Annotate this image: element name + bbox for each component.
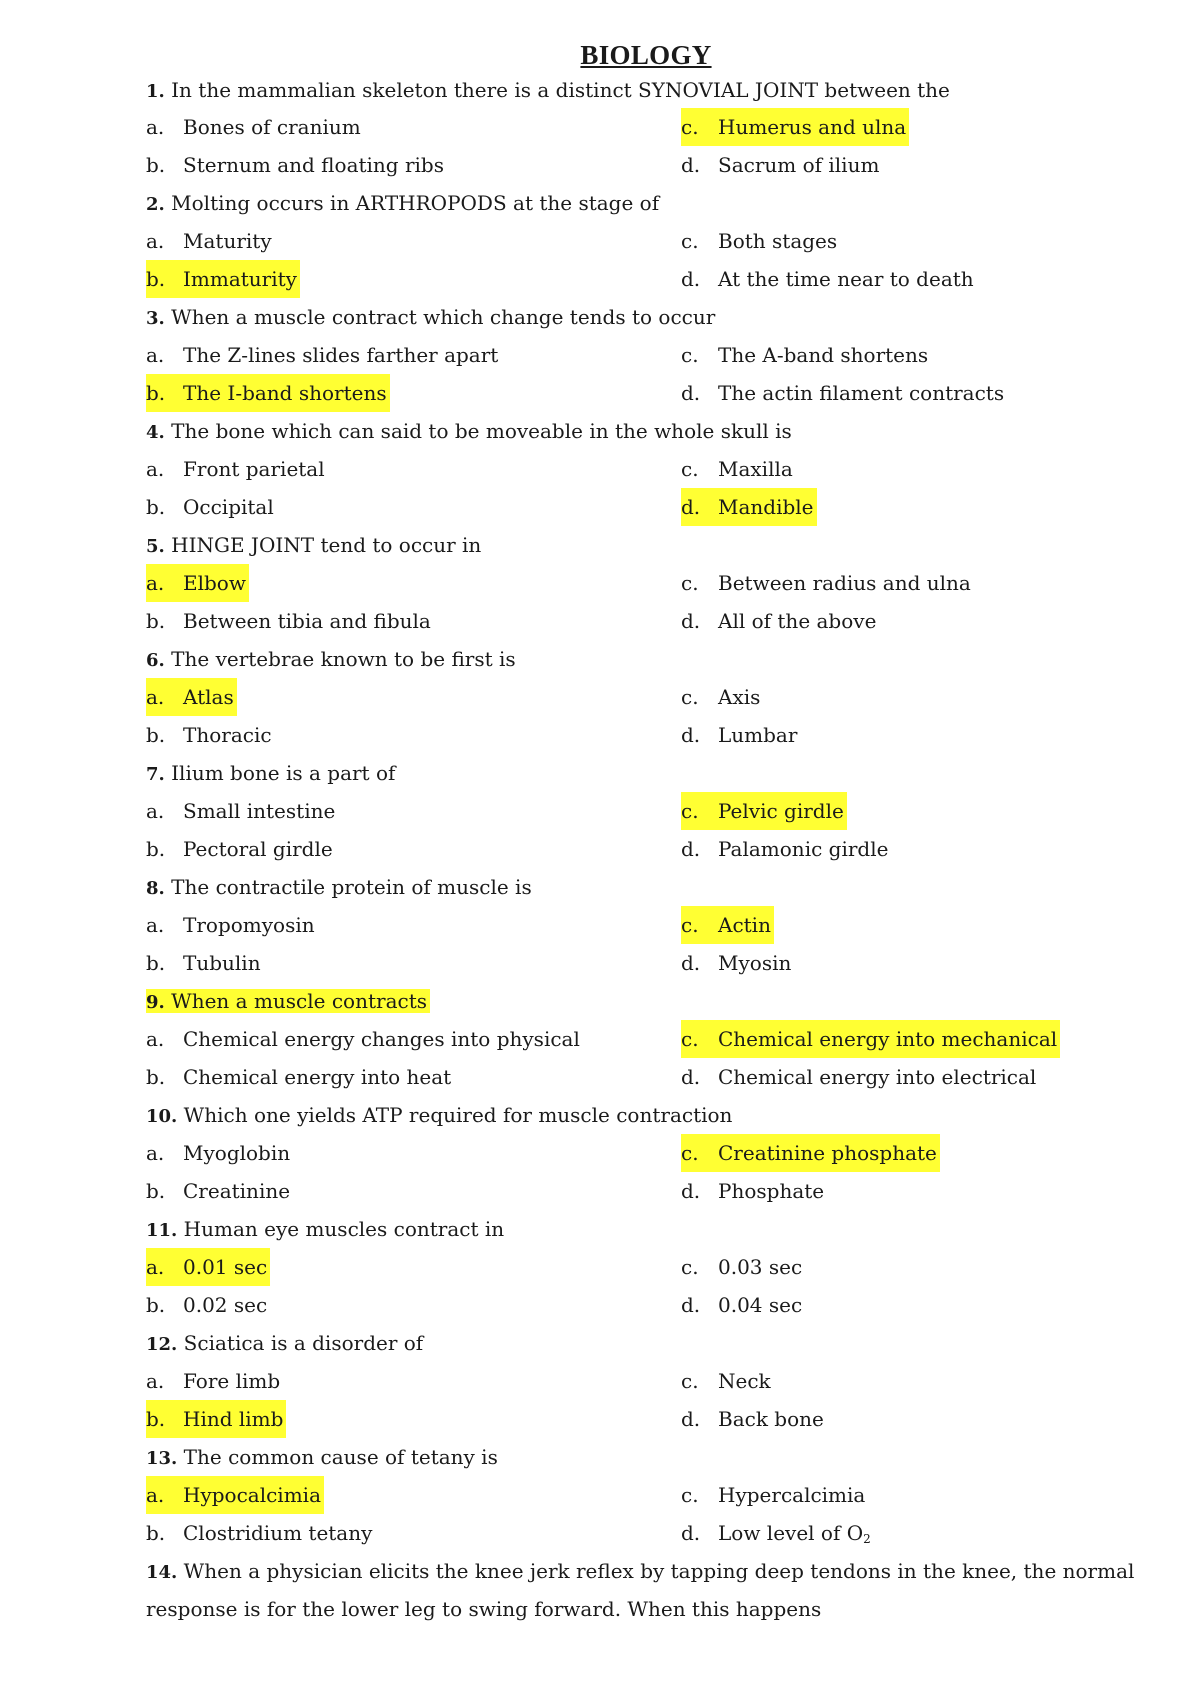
option-row	[146, 450, 1106, 488]
option-row	[146, 260, 1106, 298]
option-row	[146, 906, 1106, 944]
option-letter: d.	[681, 837, 701, 861]
question-line	[146, 982, 1106, 1020]
option-letter: b.	[146, 1065, 166, 1089]
option-d[interactable]	[681, 146, 879, 184]
option-c[interactable]	[681, 1476, 865, 1514]
option-letter: d.	[681, 723, 701, 747]
option-text: Sternum and floating ribs	[183, 153, 444, 177]
option-a[interactable]	[146, 336, 498, 374]
option-d[interactable]	[681, 260, 974, 298]
option-text: All of the above	[718, 609, 877, 633]
option-c[interactable]	[681, 792, 847, 830]
option-b[interactable]	[146, 1514, 372, 1552]
option-c[interactable]	[681, 108, 909, 146]
question-text: HINGE JOINT tend to occur in	[164, 533, 482, 557]
question-number: 12.	[146, 1334, 178, 1355]
question-number: 11.	[146, 1220, 178, 1241]
question-line	[146, 72, 1106, 108]
option-letter: d.	[681, 609, 701, 633]
question-text: When a physician elicits the knee jerk reflex by tapping deep tendons in the knee, the normal	[177, 1559, 1135, 1583]
option-text: Chemical energy changes into physical	[183, 1027, 580, 1051]
option-a[interactable]	[146, 222, 272, 260]
option-row	[146, 1134, 1106, 1172]
option-text: Hypercalcimia	[718, 1483, 866, 1507]
question-text: The bone which can said to be moveable in the whole skull is	[164, 419, 792, 443]
option-letter: d.	[681, 267, 701, 291]
option-text: Axis	[718, 685, 761, 709]
option-text: Both stages	[718, 229, 838, 253]
option-text: The actin filament contracts	[718, 381, 1005, 405]
option-a[interactable]	[146, 1362, 280, 1400]
question-text: Ilium bone is a part of	[164, 761, 396, 785]
question-number: 5.	[146, 536, 165, 557]
option-c[interactable]	[681, 1362, 771, 1400]
option-letter: a.	[146, 115, 165, 139]
question-stem	[146, 533, 481, 557]
question-stem	[146, 989, 430, 1013]
question-number: 9.	[146, 992, 165, 1013]
option-b[interactable]	[146, 830, 333, 868]
question-line	[146, 412, 1106, 450]
option-text: Lumbar	[718, 723, 798, 747]
option-row	[146, 374, 1106, 412]
option-letter: d.	[681, 153, 701, 177]
option-row	[146, 488, 1106, 526]
question-number: 3.	[146, 308, 165, 329]
option-letter: c.	[681, 1027, 699, 1051]
option-row	[146, 336, 1106, 374]
question-stem	[146, 875, 532, 899]
option-text: Small intestine	[183, 799, 336, 823]
option-text: Between tibia and fibula	[183, 609, 431, 633]
option-row	[146, 1400, 1106, 1438]
option-a[interactable]	[146, 1476, 324, 1514]
document-page	[146, 38, 1135, 1628]
question-line	[146, 1096, 1106, 1134]
option-text: Immaturity	[183, 267, 297, 291]
option-letter: a.	[146, 457, 165, 481]
option-text: The I-band shortens	[183, 381, 387, 405]
option-c[interactable]	[681, 1020, 1060, 1058]
option-letter: b.	[146, 267, 166, 291]
option-text: At the time near to death	[718, 267, 974, 291]
question-stem	[146, 305, 715, 329]
option-letter: d.	[681, 1521, 701, 1545]
option-a[interactable]	[146, 906, 315, 944]
option-b[interactable]	[146, 1172, 290, 1210]
option-d[interactable]	[681, 1514, 871, 1552]
question-stem	[146, 419, 792, 443]
option-row	[146, 1362, 1106, 1400]
option-letter: c.	[681, 457, 699, 481]
option-text: Tropomyosin	[183, 913, 315, 937]
option-row	[146, 108, 1106, 146]
question-stem	[146, 761, 395, 785]
option-a[interactable]	[146, 678, 237, 716]
question-number: 7.	[146, 764, 165, 785]
option-b[interactable]	[146, 1058, 451, 1096]
question-line	[146, 1438, 1106, 1476]
question-line	[146, 1324, 1106, 1362]
option-letter: a.	[146, 799, 165, 823]
option-letter: d.	[681, 495, 701, 519]
question-block	[146, 1552, 1135, 1628]
question-number: 13.	[146, 1448, 178, 1469]
option-letter: a.	[146, 1483, 165, 1507]
option-letter: b.	[146, 153, 166, 177]
page-title: BIOLOGY	[580, 40, 712, 70]
option-letter: d.	[681, 1293, 701, 1317]
option-letter: d.	[681, 381, 701, 405]
question-line	[146, 1552, 1135, 1590]
option-text: Mandible	[718, 495, 814, 519]
option-row	[146, 1514, 1106, 1552]
question-stem	[146, 647, 516, 671]
question-number: 10.	[146, 1106, 178, 1127]
option-d[interactable]	[681, 944, 791, 982]
option-letter: a.	[146, 343, 165, 367]
option-text: Thoracic	[183, 723, 272, 747]
option-letter: b.	[146, 1407, 166, 1431]
question-list	[146, 72, 1135, 1628]
option-c[interactable]	[681, 906, 774, 944]
option-row	[146, 944, 1106, 982]
question-text: The vertebrae known to be first is	[164, 647, 516, 671]
option-a[interactable]	[146, 450, 325, 488]
option-letter: a.	[146, 229, 165, 253]
option-c[interactable]	[681, 336, 928, 374]
question-block	[146, 526, 1106, 640]
option-letter: c.	[681, 229, 699, 253]
option-b[interactable]	[146, 602, 431, 640]
question-line	[146, 1210, 1106, 1248]
option-row	[146, 678, 1106, 716]
question-number: 1.	[146, 81, 165, 102]
option-letter: a.	[146, 913, 165, 937]
option-letter: c.	[681, 799, 699, 823]
option-letter: c.	[681, 1255, 699, 1279]
option-d[interactable]	[681, 1058, 1036, 1096]
option-text: Hypocalcimia	[183, 1483, 321, 1507]
option-c[interactable]	[681, 1134, 940, 1172]
question-block	[146, 982, 1106, 1096]
question-line	[146, 298, 1106, 336]
question-stem	[146, 1445, 498, 1469]
question-block	[146, 1210, 1106, 1324]
option-b[interactable]	[146, 1400, 286, 1438]
question-line	[146, 184, 1106, 222]
question-number: 4.	[146, 422, 165, 443]
option-text: Bones of cranium	[183, 115, 361, 139]
option-d[interactable]	[681, 488, 817, 526]
option-a[interactable]	[146, 792, 335, 830]
option-row	[146, 1172, 1106, 1210]
question-block	[146, 72, 1106, 184]
question-line	[146, 868, 1106, 906]
option-d[interactable]	[681, 1286, 802, 1324]
option-text: Maturity	[183, 229, 272, 253]
option-letter: a.	[146, 1369, 165, 1393]
option-letter: a.	[146, 685, 165, 709]
question-text: When a muscle contract which change tends to occur	[164, 305, 716, 329]
option-text: Pectoral girdle	[183, 837, 333, 861]
question-text: Human eye muscles contract in	[177, 1217, 505, 1241]
option-letter: b.	[146, 1293, 166, 1317]
option-row	[146, 830, 1106, 868]
question-stem	[146, 1217, 504, 1241]
question-number: 14.	[146, 1562, 178, 1583]
option-text: The Z-lines slides farther apart	[183, 343, 499, 367]
option-a[interactable]	[146, 1248, 270, 1286]
option-c[interactable]	[681, 678, 760, 716]
option-row	[146, 602, 1106, 640]
option-text: Hind limb	[183, 1407, 284, 1431]
option-d[interactable]	[681, 602, 876, 640]
option-letter: a.	[146, 1255, 165, 1279]
option-text: Front parietal	[183, 457, 325, 481]
option-text: Myosin	[718, 951, 792, 975]
option-letter: b.	[146, 723, 166, 747]
question-stem	[146, 1331, 423, 1355]
option-text: Palamonic girdle	[718, 837, 889, 861]
option-letter: c.	[681, 1369, 699, 1393]
option-letter: c.	[681, 115, 699, 139]
option-letter: c.	[681, 571, 699, 595]
option-d[interactable]	[681, 830, 888, 868]
option-text: Back bone	[718, 1407, 824, 1431]
option-row	[146, 564, 1106, 602]
option-d[interactable]	[681, 1172, 824, 1210]
option-b[interactable]	[146, 374, 390, 412]
option-letter: d.	[681, 1407, 701, 1431]
question-block	[146, 1096, 1106, 1210]
option-text: Low level of O	[718, 1521, 864, 1545]
question-block	[146, 184, 1106, 298]
question-number: 6.	[146, 650, 165, 671]
option-text: Humerus and ulna	[718, 115, 907, 139]
question-text: In the mammalian skeleton there is a distinct SYNOVIAL JOINT between the	[164, 78, 950, 102]
option-letter: b.	[146, 609, 166, 633]
option-letter: b.	[146, 1521, 166, 1545]
option-letter: b.	[146, 381, 166, 405]
option-a[interactable]	[146, 564, 249, 602]
option-text: Fore limb	[183, 1369, 281, 1393]
option-letter: d.	[681, 1065, 701, 1089]
option-d[interactable]	[681, 1400, 824, 1438]
option-row	[146, 1020, 1106, 1058]
option-row	[146, 1476, 1106, 1514]
option-letter: b.	[146, 1179, 166, 1203]
option-b[interactable]	[146, 260, 300, 298]
question-line	[146, 754, 1106, 792]
option-text: Neck	[718, 1369, 771, 1393]
option-a[interactable]	[146, 108, 361, 146]
option-text: Chemical energy into mechanical	[718, 1027, 1058, 1051]
option-row	[146, 146, 1106, 184]
option-text: 0.04 sec	[718, 1293, 803, 1317]
question-block	[146, 754, 1106, 868]
question-text: The common cause of tetany is	[177, 1445, 498, 1469]
option-c[interactable]	[681, 564, 971, 602]
option-letter: c.	[681, 1483, 699, 1507]
question-number: 8.	[146, 878, 165, 899]
question-block	[146, 1324, 1106, 1438]
option-c[interactable]	[681, 450, 793, 488]
question-block	[146, 1438, 1106, 1552]
option-row	[146, 1248, 1106, 1286]
option-b[interactable]	[146, 1286, 267, 1324]
question-text-continued: response is for the lower leg to swing forward. When this happens	[146, 1597, 822, 1621]
option-text: Chemical energy into electrical	[718, 1065, 1037, 1089]
option-a[interactable]	[146, 1020, 580, 1058]
option-letter: c.	[681, 343, 699, 367]
option-letter: b.	[146, 837, 166, 861]
question-block	[146, 412, 1106, 526]
option-text: 0.03 sec	[718, 1255, 803, 1279]
option-text: Actin	[718, 913, 771, 937]
option-letter: b.	[146, 951, 166, 975]
option-letter: d.	[681, 1179, 701, 1203]
question-line	[146, 640, 1106, 678]
option-text: Pelvic girdle	[718, 799, 844, 823]
question-line	[146, 526, 1106, 564]
question-text: Which one yields ATP required for muscle contraction	[177, 1103, 733, 1127]
option-text: Sacrum of ilium	[718, 153, 880, 177]
option-text: Elbow	[183, 571, 246, 595]
option-letter: c.	[681, 913, 699, 937]
option-letter: a.	[146, 1027, 165, 1051]
subscript: 2	[863, 1532, 871, 1546]
option-c[interactable]	[681, 222, 837, 260]
option-text: Myoglobin	[183, 1141, 291, 1165]
option-text: Chemical energy into heat	[183, 1065, 452, 1089]
question-number: 2.	[146, 194, 165, 215]
question-block	[146, 640, 1106, 754]
option-letter: a.	[146, 1141, 165, 1165]
option-d[interactable]	[681, 374, 1004, 412]
question-block	[146, 868, 1106, 982]
option-d[interactable]	[681, 716, 797, 754]
option-text: 0.02 sec	[183, 1293, 268, 1317]
question-text: When a muscle contracts	[164, 989, 427, 1013]
option-text: Creatinine	[183, 1179, 291, 1203]
option-c[interactable]	[681, 1248, 802, 1286]
question-stem	[146, 78, 950, 102]
option-letter: d.	[681, 951, 701, 975]
option-text: Occipital	[183, 495, 274, 519]
option-text: Phosphate	[718, 1179, 825, 1203]
option-text: Atlas	[183, 685, 234, 709]
question-text: Sciatica is a disorder of	[177, 1331, 424, 1355]
option-text: Creatinine phosphate	[718, 1141, 937, 1165]
option-b[interactable]	[146, 716, 272, 754]
option-b[interactable]	[146, 944, 261, 982]
option-text: Clostridium tetany	[183, 1521, 373, 1545]
question-stem	[146, 191, 659, 215]
option-b[interactable]	[146, 488, 274, 526]
option-text: Tubulin	[183, 951, 261, 975]
option-row	[146, 716, 1106, 754]
option-b[interactable]	[146, 146, 444, 184]
option-text: Between radius and ulna	[718, 571, 971, 595]
option-a[interactable]	[146, 1134, 290, 1172]
option-letter: a.	[146, 571, 165, 595]
question-block	[146, 298, 1106, 412]
option-row	[146, 1058, 1106, 1096]
question-stem	[146, 1103, 732, 1127]
question-text: The contractile protein of muscle is	[164, 875, 532, 899]
option-letter: c.	[681, 685, 699, 709]
option-letter: b.	[146, 495, 166, 519]
question-text: Molting occurs in ARTHROPODS at the stage of	[164, 191, 660, 215]
option-letter: c.	[681, 1141, 699, 1165]
option-row	[146, 1286, 1106, 1324]
option-row	[146, 792, 1106, 830]
option-text: Maxilla	[718, 457, 793, 481]
option-text: The A-band shortens	[718, 343, 929, 367]
option-text: 0.01 sec	[183, 1255, 268, 1279]
option-row	[146, 222, 1106, 260]
